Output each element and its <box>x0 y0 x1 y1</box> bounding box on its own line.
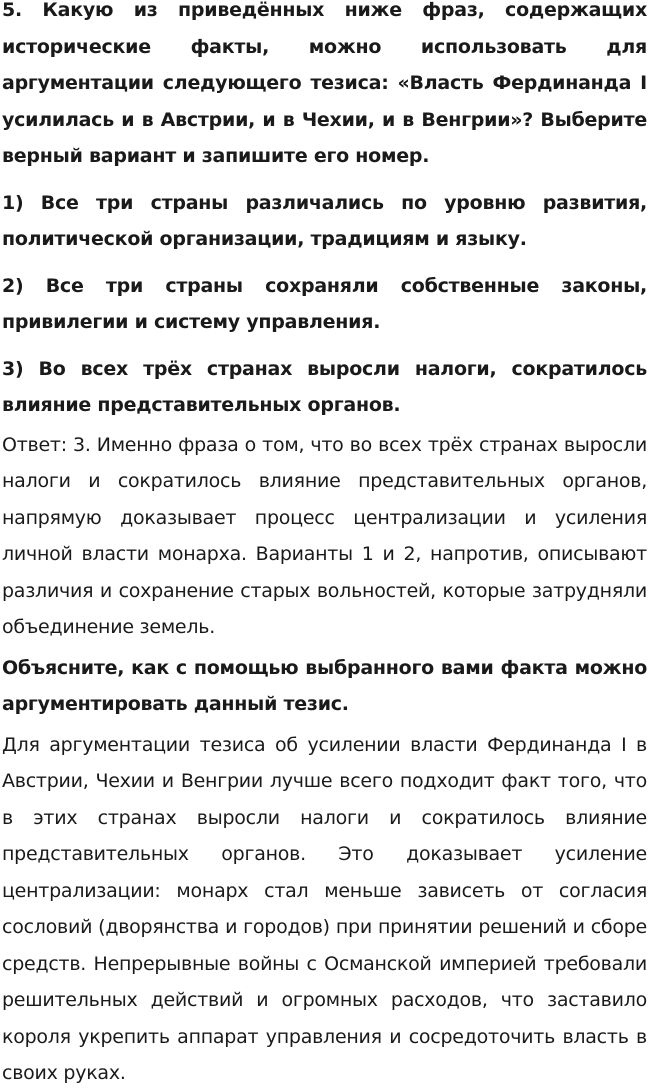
explain-prompt: Объясните, как с помощью выбранного вами факта можно аргументировать данный тезис. <box>2 656 647 715</box>
question-text: 5. Какую из приведённых ниже фраз, содержащих исторические факты, можно использовать для аргументации следующего тезиса: «Власть Фердинанда I усилилась и в Австрии, и в Чехии, и в Венгрии»? Выберите верный вариант и запишите его номер. <box>2 0 647 167</box>
option-1: 1) Все три страны различались по уровню развития, политической организации, традициям и языку. <box>2 191 647 250</box>
option-3: 3) Во всех трёх странах выросли налоги, сократилось влияние представительных органов. <box>2 357 647 416</box>
explanation-text: Для аргументации тезиса об усилении власти Фердинанда I в Австрии, Чехии и Венгрии лучше всего подходит факт того, что в этих странах выросли налоги и сократилось влияние представительных органов. Это доказывает усиление централизации: монарх стал меньше зависеть от согласия сословий (дворянства и городов) при принятии решений и сборе средств. Непрерывные войны с Османской империей требовали решительных действий и огромных расходов, что заставило короля укрепить аппарат управления и сосредоточить власть в своих руках. <box>2 733 647 1084</box>
answer-text: Ответ: 3. Именно фраза о том, что во всех трёх странах выросли налоги и сократилось влияние представительных органов, напрямую доказывает процесс централизации и усиления личной власти монарха. Варианты 1 и 2, напротив, описывают различия и сохранение старых вольностей, которые затрудняли объединение земель. <box>2 433 647 638</box>
option-2: 2) Все три страны сохраняли собственные законы, привилегии и систему управления. <box>2 274 647 333</box>
